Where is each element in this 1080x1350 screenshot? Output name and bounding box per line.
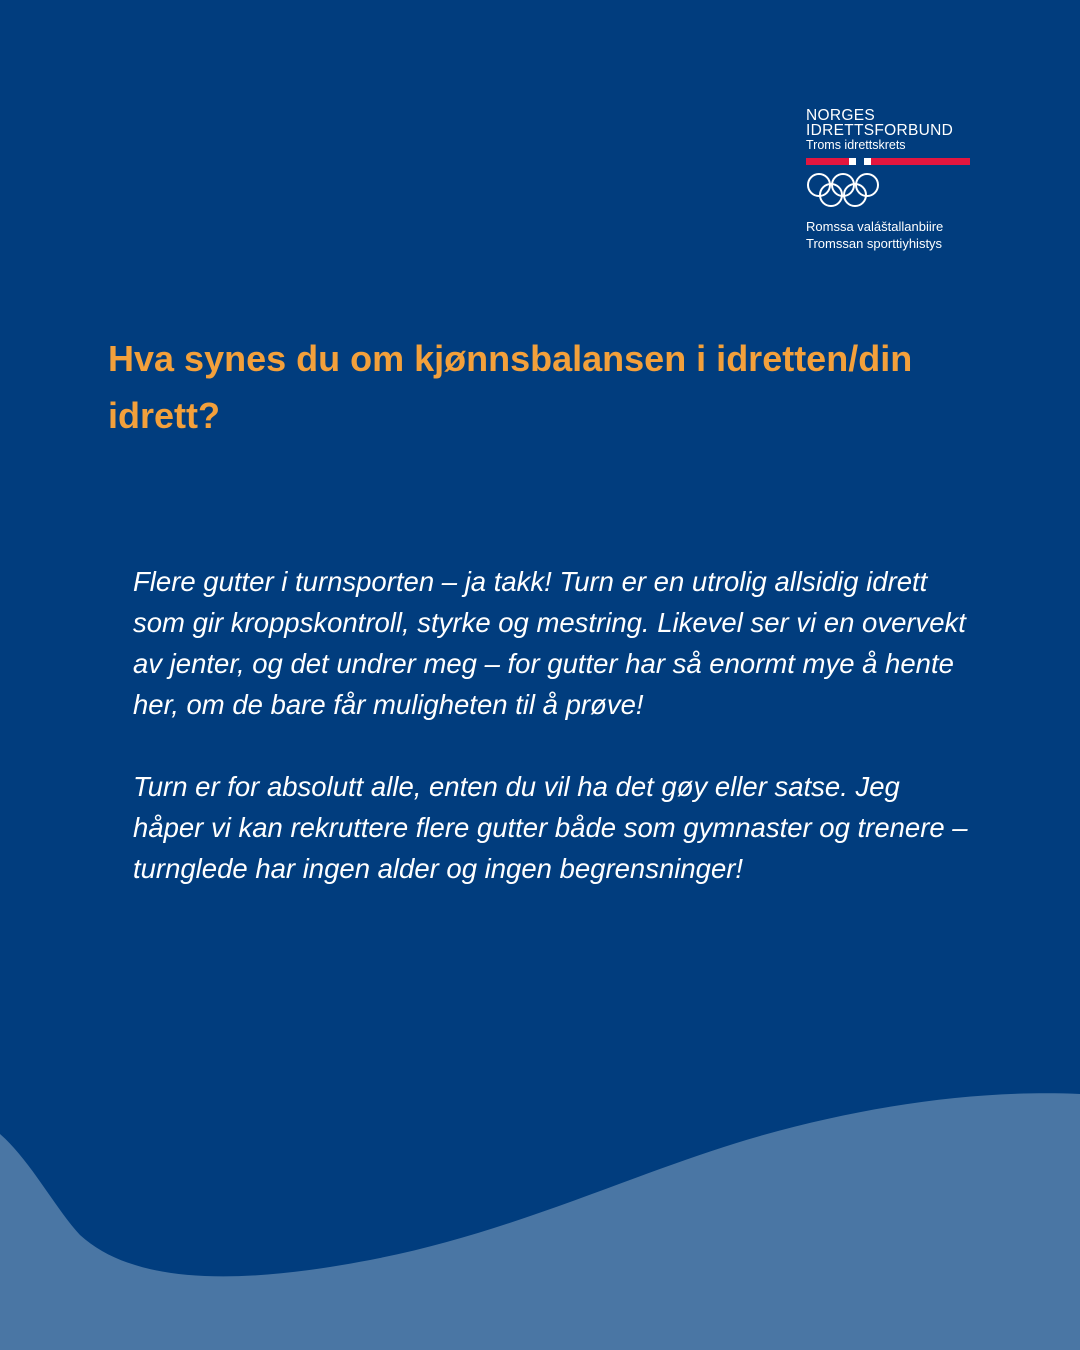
flag-stripe-icon bbox=[806, 158, 970, 165]
logo bbox=[806, 108, 976, 252]
logo-title-line1: NORGES bbox=[806, 107, 875, 124]
page-title: Hva synes du om kjønnsbalansen i idretten/din idrett? bbox=[108, 338, 913, 436]
quote-block bbox=[133, 561, 973, 930]
quote-paragraph-1: Flere gutter i turnsporten – ja takk! Turn er en utrolig allsidig idrett som gir kroppskontroll, styrke og mestring. Likevel ser vi en overvekt av jenter, og det undrer meg – for gutter har så enormt mye å hente her, om de bare får muligheten til å prøve! bbox=[133, 566, 966, 720]
tagline-northern-sami: Romssa valáštallanbiire bbox=[806, 219, 944, 234]
logo-title-line2: IDRETTSFORBUND bbox=[806, 122, 954, 139]
logo-tagline bbox=[806, 218, 976, 252]
tagline-kven: Tromssan sporttiyhistys bbox=[806, 236, 943, 251]
olympic-rings-icon bbox=[806, 172, 886, 208]
decorative-wave bbox=[0, 1090, 1080, 1350]
logo-subtitle: Troms idrettskrets bbox=[806, 138, 906, 152]
quote-paragraph-2: Turn er for absolutt alle, enten du vil ha det gøy eller satse. Jeg håper vi kan rekruttere flere gutter både som gymnaster og trenere – turnglede har ingen alder og ingen begrensninger! bbox=[133, 771, 968, 884]
